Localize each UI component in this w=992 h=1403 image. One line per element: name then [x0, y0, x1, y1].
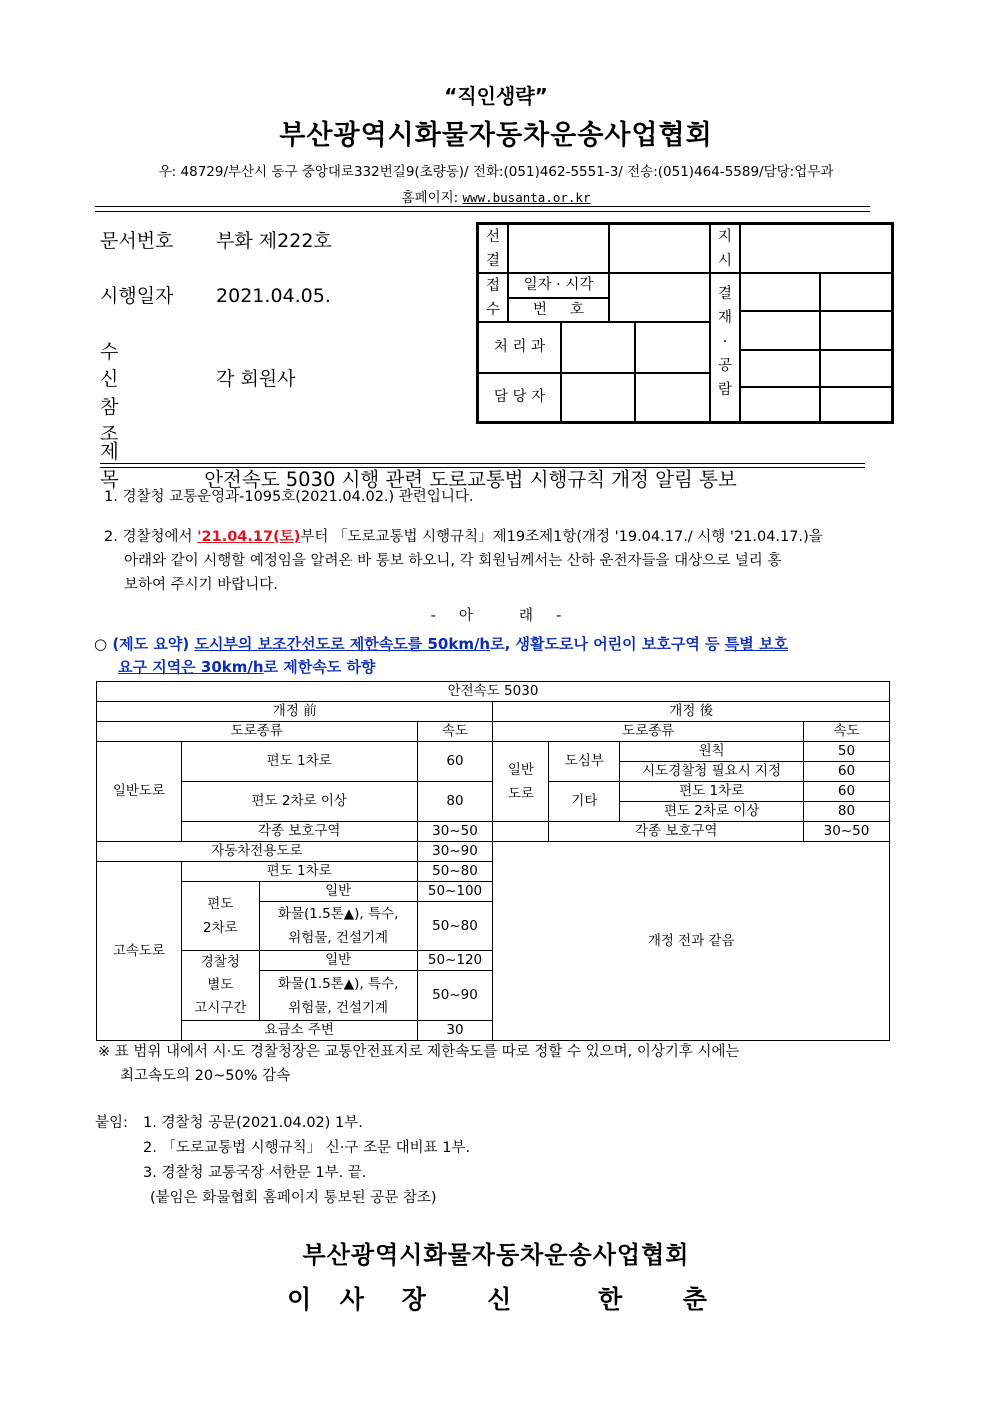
general-road-cell: 일반도로 [97, 742, 182, 842]
name-char-1: 신 [487, 1285, 512, 1314]
person-in-charge-label: 담 당 자 [478, 373, 561, 422]
two-lane-more-speed: 80 [417, 782, 493, 822]
attachment-label: 붙임: [95, 1115, 128, 1131]
pre-decision-label: 선 결 [478, 224, 508, 273]
name-char-2: 한 [598, 1285, 623, 1314]
instruction-label: 지 시 [710, 224, 740, 273]
hw-special-cargo-cell: 화물(1.5톤▲), 특수, 위험물, 건설기계 [259, 971, 417, 1021]
footnote-line-1: ※ 표 범위 내에서 시·도 경찰청장은 교통안전표지로 제한속도를 따로 정할 수 있으며, 이상기후 시에는 [98, 1044, 740, 1060]
body-item-2-line3: 보하여 주시기 바랍니다. [124, 577, 278, 593]
after-two-lane-cell: 편도 2차로 이상 [620, 802, 804, 822]
approval-box [476, 222, 894, 424]
after-speed-header: 속도 [804, 722, 890, 742]
person-in-charge-cell-2 [635, 373, 710, 422]
after-general-road-cell: 일반 도로 [493, 742, 549, 822]
approval-cell-2a [740, 311, 820, 350]
summary-note [94, 633, 899, 656]
name-char-3: 춘 [682, 1285, 707, 1314]
approval-cell-4a [740, 387, 820, 422]
approval-cell-3a [740, 350, 820, 387]
footnote-line-2: 최고속도의 20~50% 감속 [120, 1068, 291, 1084]
protect-zone-cell: 각종 보호구역 [181, 822, 417, 842]
summary-note-special: 특별 보호 [724, 635, 788, 653]
before-speed-header: 속도 [417, 722, 493, 742]
hw-one-lane-cell: 편도 1차로 [181, 862, 417, 882]
pre-decision-cell-2 [609, 224, 710, 273]
approval-cell-2b [820, 311, 892, 350]
organization-title: 부산광역시화물자동차운송사업협회 [279, 120, 713, 151]
hw-special-cargo-speed: 50~90 [417, 971, 493, 1021]
after-one-lane-speed: 60 [804, 782, 890, 802]
other-cell: 기타 [549, 782, 620, 822]
police-need-speed: 60 [804, 762, 890, 782]
summary-note-line2 [118, 656, 375, 679]
title-char-1: 이 [287, 1285, 312, 1314]
body-item-2-prefix: 2. 경찰청에서 [104, 529, 198, 545]
summary-note-urban-limit: 도시부의 보조간선도로 제한속도를 50km/h [194, 635, 491, 653]
motorway-speed: 30~90 [417, 842, 493, 862]
hw-one-lane-speed: 50~80 [417, 862, 493, 882]
approval-cell-1a [740, 273, 820, 311]
body-item-2-line1: 부터 「도로교통법 시행규칙」제19조제1항(개정 '19.04.17./ 시행 '21.04.17.)을 [300, 529, 823, 545]
header-divider [95, 206, 870, 212]
body-item-1: 1. 경찰청 교통운영과-1095호(2021.04.02.) 관련입니다. [104, 489, 474, 505]
title-char-3: 장 [401, 1285, 426, 1314]
title-char-2: 사 [339, 1285, 364, 1314]
doc-number-label: 문서번호 [100, 230, 174, 252]
issue-date-label: 시행일자 [100, 285, 174, 307]
issue-date-row [100, 281, 331, 308]
same-as-before-cell: 개정 전과 같음 [493, 842, 890, 1041]
homepage-line [0, 186, 992, 206]
recipient-label: 수 신 [100, 341, 157, 390]
motorway-cell: 자동차전용도로 [97, 842, 418, 862]
person-in-charge-cell-1 [561, 373, 635, 422]
processing-dept-cell-1 [561, 322, 635, 373]
one-lane-speed: 60 [417, 742, 493, 782]
summary-note-part1: (제도 요약) [112, 635, 195, 653]
seal-omitted-note: “직인생략” [444, 84, 548, 108]
one-lane-cell: 편도 1차로 [181, 742, 417, 782]
highway-cell: 고속도로 [97, 862, 182, 1041]
summary-note-30kmh: 요구 지역은 30km/h [118, 658, 264, 676]
hw-two-cargo-cell: 화물(1.5톤▲), 특수, 위험물, 건설기계 [259, 902, 417, 951]
recipient-row [100, 337, 296, 391]
below-heading: - 아 래 - [430, 608, 562, 624]
homepage-label: 홈페이지: [401, 190, 459, 206]
after-header: 개정 後 [493, 702, 890, 722]
receipt-datetime-label: 일자 · 시각 [508, 273, 609, 298]
attachment-1: 1. 경찰청 공문(2021.04.02) 1부. [143, 1115, 363, 1131]
subject-label: 제 목 [100, 440, 159, 491]
attachment-2: 2. 「도로교통법 시행규칙」 신·구 조문 대비표 1부. [143, 1140, 471, 1156]
before-header: 개정 前 [97, 702, 493, 722]
receipt-label: 접 수 [478, 273, 508, 322]
approval-share-label: 결 재 · 공 람 [710, 273, 740, 422]
after-one-lane-cell: 편도 1차로 [620, 782, 804, 802]
hw-two-cargo-speed: 50~80 [417, 902, 493, 951]
hw-two-lane-cell: 편도 2차로 [181, 882, 259, 951]
hw-special-normal-cell: 일반 [259, 951, 417, 971]
homepage-link[interactable]: www.busanta.or.kr [462, 190, 591, 205]
subject-text: 안전속도 5030 시행 관련 도로교통법 시행규칙 개정 알림 통보 [204, 468, 737, 491]
receipt-value-cell [609, 273, 710, 322]
recipient-value: 각 회원사 [216, 368, 296, 390]
principle-cell: 원칙 [620, 742, 804, 762]
footer-organization: 부산광역시화물자동차운송사업협회 [302, 1241, 690, 1269]
urban-cell: 도심부 [549, 742, 620, 782]
doc-number-value: 부화 제222호 [216, 230, 332, 252]
summary-note-part2: 로, 생활도로나 어린이 보호구역 등 [490, 635, 725, 653]
instruction-cell [740, 224, 892, 273]
after-protect-zone-speed: 30~50 [804, 822, 890, 842]
after-two-lane-speed: 80 [804, 802, 890, 822]
after-blank-cell [493, 822, 549, 842]
after-protect-zone-cell: 각종 보호구역 [549, 822, 804, 842]
principle-speed: 50 [804, 742, 890, 762]
effective-date-highlight: '21.04.17(토) [197, 529, 301, 545]
table-title: 안전속도 5030 [97, 682, 890, 702]
speed-limit-table [96, 681, 890, 1041]
police-need-cell: 시도경찰청 필요시 지정 [620, 762, 804, 782]
after-road-type-header: 도로종류 [493, 722, 804, 742]
processing-dept-label: 처 리 과 [478, 322, 561, 373]
approval-cell-3b [820, 350, 892, 387]
hw-special-normal-speed: 50~120 [417, 951, 493, 971]
protect-zone-speed: 30~50 [417, 822, 493, 842]
body-item-2 [104, 525, 899, 549]
hw-two-normal-speed: 50~100 [417, 882, 493, 902]
doc-number-row [100, 226, 332, 253]
toll-cell: 요금소 주변 [181, 1021, 417, 1041]
approval-cell-1b [820, 273, 892, 311]
attachment-note: (붙임은 화물협회 홈페이지 통보된 공문 참조) [150, 1190, 437, 1206]
approval-cell-4b [820, 387, 892, 422]
subject-divider [100, 463, 865, 468]
summary-note-part3: 로 제한속도 하향 [263, 658, 376, 676]
before-road-type-header: 도로종류 [97, 722, 418, 742]
police-special-cell: 경찰청 별도 고시구간 [181, 951, 259, 1021]
attachment-3: 3. 경찰청 교통국장 서한문 1부. 끝. [143, 1165, 367, 1181]
reference-label: 참 조 [100, 396, 157, 445]
chairman-signature [0, 1280, 992, 1316]
processing-dept-cell-2 [635, 322, 710, 373]
receipt-number-label: 번 호 [508, 298, 609, 322]
issue-date-value: 2021.04.05. [216, 285, 331, 307]
address-line: 우: 48729/부산시 동구 중앙대로332번길9(초량동)/ 전화:(051)462-5551-3/ 전송:(051)464-5589/담당:업무과 [158, 164, 834, 180]
two-lane-more-cell: 편도 2차로 이상 [181, 782, 417, 822]
body-item-2-line2: 아래와 같이 시행할 예정임을 알려온 바 통보 하오니, 각 회원님께서는 산하 운전자들을 대상으로 널리 홍 [124, 553, 782, 569]
circle-bullet: ○ [94, 635, 108, 653]
pre-decision-cell-1 [508, 224, 609, 273]
toll-speed: 30 [417, 1021, 493, 1041]
hw-two-normal-cell: 일반 [259, 882, 417, 902]
